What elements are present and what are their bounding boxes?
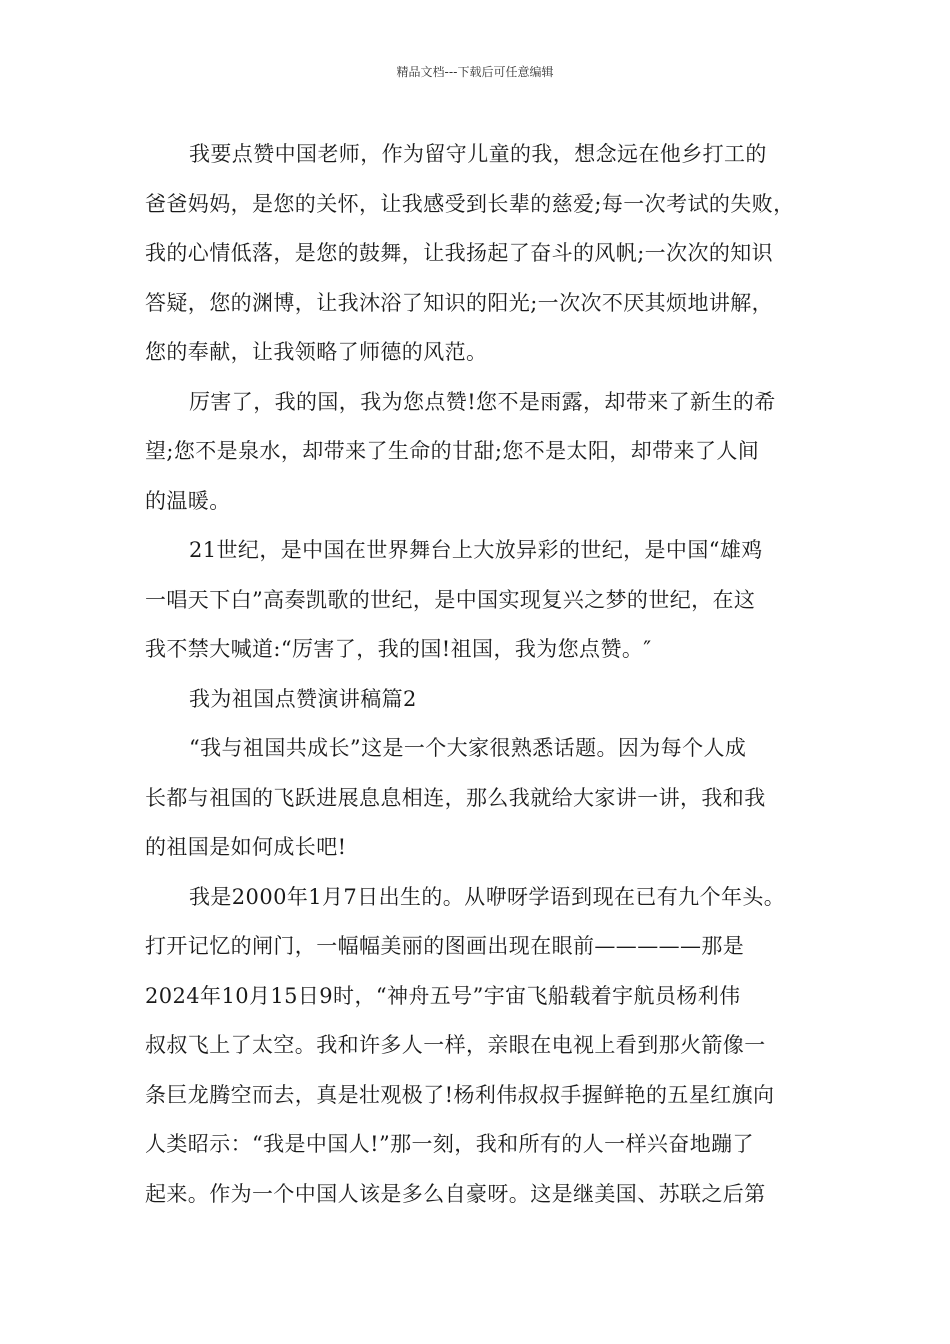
text-line: 打开记忆的闸门，一幅幅美丽的图画出现在眼前—————那是 — [145, 934, 745, 958]
text-line: 答疑，您的渊博，让我沐浴了知识的阳光;一次次不厌其烦地讲解， — [145, 290, 774, 315]
text-line: 叔叔飞上了太空。我和许多人一样，亲眼在电视上看到那火箭像一 — [145, 1033, 766, 1057]
text-line: 条巨龙腾空而去，真是壮观极了!杨利伟叔叔手握鲜艳的五星红旗向 — [145, 1082, 775, 1107]
text-line: 人类昭示：“我是中国人!”那一刻，我和所有的人一样兴奋地蹦了 — [145, 1132, 754, 1156]
document-body — [145, 130, 815, 1219]
text-line: 我是2000年1月7日出生的。从咿呀学语到现在已有九个年头。 — [189, 884, 786, 909]
paragraph — [145, 526, 815, 675]
text-line: 我不禁大喊道:“厉害了，我的国!祖国，我为您点赞。″ — [145, 637, 652, 661]
page-header: 精品文档---下载后可任意编辑 — [396, 65, 554, 79]
heading-line: 我为祖国点赞演讲稿篇2 — [189, 686, 417, 711]
section-heading — [145, 675, 815, 725]
text-line: 厉害了，我的国，我为您点赞!您不是雨露，却带来了新生的希 — [189, 389, 776, 414]
paragraph — [145, 130, 815, 378]
text-line: 一唱天下白”高奏凯歌的世纪，是中国实现复兴之梦的世纪，在这 — [145, 587, 756, 612]
paragraph — [145, 873, 815, 1220]
text-line: 我的心情低落，是您的鼓舞，让我扬起了奋斗的风帆;一次次的知识 — [145, 241, 774, 265]
text-line: 起来。作为一个中国人该是多么自豪呀。这是继美国、苏联之后第 — [145, 1181, 766, 1206]
text-line: 长都与祖国的飞跃进展息息相连，那么我就给大家讲一讲，我和我 — [145, 785, 766, 810]
text-line: 我要点赞中国老师，作为留守儿童的我，想念远在他乡打工的 — [189, 142, 767, 166]
text-line: 2024年10月15日9时，“神舟五号”宇宙飞船载着宇航员杨利伟 — [145, 983, 741, 1008]
text-line: 的温暖。 — [145, 488, 231, 513]
text-line: “我与祖国共成长”这是一个大家很熟悉话题。因为每个人成 — [189, 736, 747, 760]
text-line: 的祖国是如何成长吧! — [145, 835, 347, 859]
text-line: 21世纪，是中国在世界舞台上大放异彩的世纪，是中国“雄鸡 — [189, 538, 763, 562]
paragraph — [145, 378, 815, 527]
text-line: 望;您不是泉水，却带来了生命的甘甜;您不是太阳，却带来了人间 — [145, 439, 760, 463]
text-line: 爸爸妈妈，是您的关怀，让我感受到长辈的慈爱;每一次考试的失败， — [145, 191, 795, 216]
paragraph — [145, 724, 815, 873]
text-line: 您的奉献，让我领略了师德的风范。 — [145, 340, 488, 364]
